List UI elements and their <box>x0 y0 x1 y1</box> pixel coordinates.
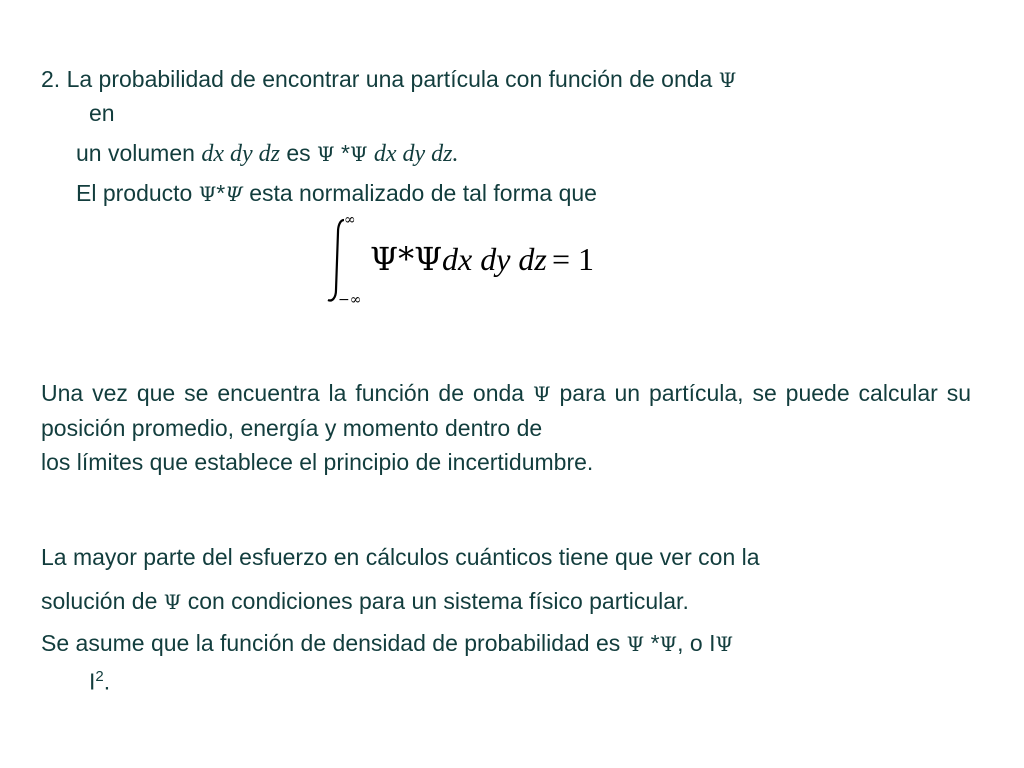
differentials: dx dy dz <box>442 241 547 277</box>
integral-sign <box>328 220 344 301</box>
para2-line3-text: Se asume que la función de densidad de probabilidad es <box>41 630 621 656</box>
star: * <box>650 630 660 656</box>
point2-line1-cont <box>89 100 115 127</box>
star: * <box>340 140 350 166</box>
point2-line2-pre: un volumen <box>76 140 195 166</box>
period: . <box>103 668 111 695</box>
star: * <box>216 180 226 206</box>
differential-volume-2: dx dy dz. <box>373 141 459 167</box>
psi-symbol: Ψ <box>317 142 335 166</box>
upper-limit: ∞ <box>344 212 356 228</box>
integrand: Ψ*Ψ <box>370 240 443 278</box>
lower-limit: −∞ <box>338 292 362 308</box>
exponent: 2 <box>95 668 104 685</box>
para1-text-c: los límites que establece el principio de incertidumbre. <box>41 449 594 475</box>
point2-line3 <box>76 180 597 207</box>
psi-symbol: Ψ <box>533 382 551 406</box>
psi-symbol: Ψ <box>198 182 217 206</box>
psi-symbol: Ψ <box>715 632 733 656</box>
para2-line1-text: La mayor parte del esfuerzo en cálculos cuánticos tiene que ver con la <box>41 544 760 570</box>
or-text: , o <box>677 630 703 656</box>
normalization-equation <box>322 212 612 308</box>
abs-bar-left: I <box>709 630 716 656</box>
para1-text-a: Una vez que se encuentra la función de onda <box>41 380 525 406</box>
para2-line2 <box>41 588 689 615</box>
point2-line1 <box>41 66 736 93</box>
psi-symbol: Ψ <box>225 182 243 206</box>
para2-line2-post: con condiciones para un sistema físico particular. <box>187 588 689 614</box>
para2-line3 <box>41 630 733 657</box>
equals-one: = 1 <box>552 241 595 277</box>
point2-line1-cont-text: en <box>89 100 115 126</box>
para2-line2-pre: solución de <box>41 588 158 614</box>
psi-symbol: Ψ <box>718 68 737 92</box>
point2-line3-pre: El producto <box>76 180 193 206</box>
psi-symbol: Ψ <box>626 632 645 656</box>
point2-line2 <box>76 140 459 168</box>
paragraph-wave-function <box>41 376 971 479</box>
psi-symbol: Ψ <box>163 590 182 614</box>
differential-volume: dx dy dz <box>201 141 280 167</box>
para2-line4 <box>89 668 110 696</box>
item-number: 2. <box>41 66 61 92</box>
point2-line2-mid: es <box>286 140 311 166</box>
point2-line1-text: La probabilidad de encontrar una partícula con función de onda <box>66 66 713 92</box>
para2-line1 <box>41 544 760 571</box>
abs-bar-right: I <box>89 668 96 695</box>
point2-line3-post: esta normalizado de tal forma que <box>249 180 597 206</box>
para1-text-b: para un partícula, se puede calcular su posición promedio, energía y momento dentro de <box>41 380 972 441</box>
psi-symbol: Ψ <box>659 632 678 656</box>
psi-symbol: Ψ <box>349 142 368 166</box>
